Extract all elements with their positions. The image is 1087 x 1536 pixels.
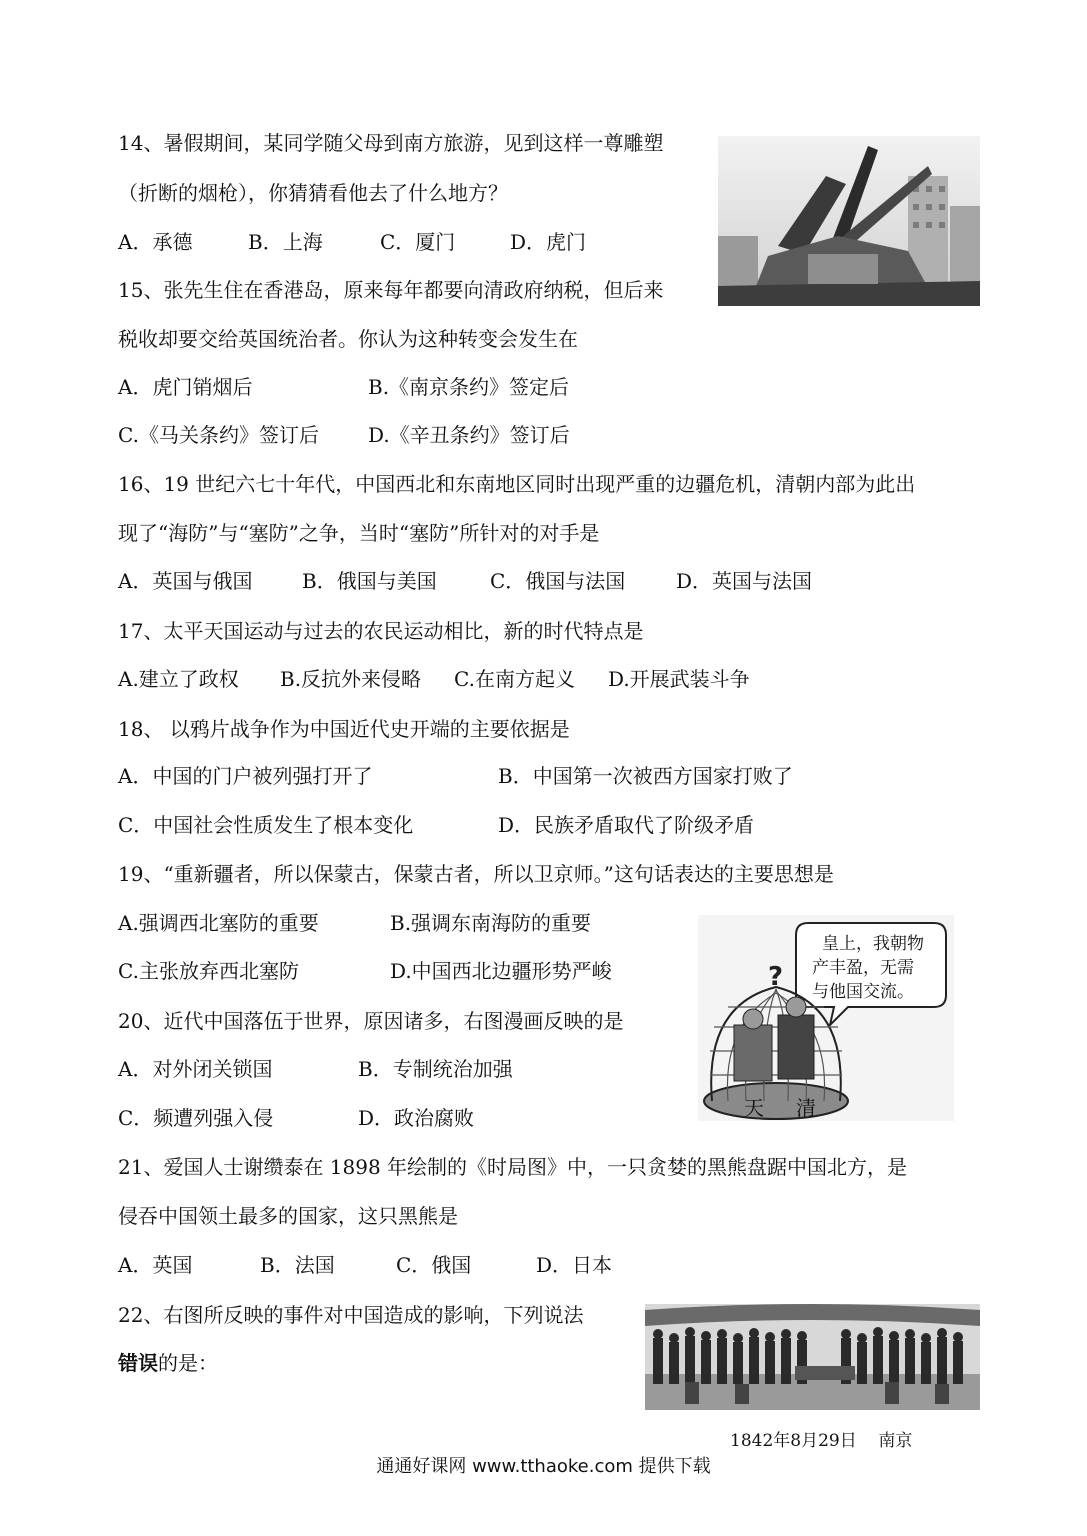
q19-options-row1 [118, 910, 678, 936]
q20-options-row1 [118, 1056, 678, 1082]
q17-option-b: B.反抗外来侵略 [280, 667, 422, 691]
q14-line1: 14、暑假期间，某同学随父母到南方旅游，见到这样一尊雕塑 [118, 131, 664, 155]
q21-line2: 侵吞中国领土最多的国家，这只黑熊是 [118, 1204, 458, 1228]
q20-option-b: B．专制统治加强 [358, 1057, 513, 1081]
treaty-signing-photo [645, 1304, 980, 1410]
q18-options-row2 [118, 812, 878, 838]
q15-line1: 15、张先生住在香港岛，原来每年都要向清政府纳税，但后来 [118, 278, 664, 302]
q17-option-d: D.开展武装斗争 [608, 667, 750, 691]
broken-opium-pipe-sculpture-photo [718, 136, 980, 306]
q19-line1: 19、“重新疆者，所以保蒙古，保蒙古者，所以卫京师。”这句话表达的主要思想是 [118, 862, 834, 886]
q17-option-a: A.建立了政权 [118, 667, 239, 691]
q19-option-a: A.强调西北塞防的重要 [118, 911, 319, 935]
photo-caption: 1842年8月29日 南京 [730, 1431, 913, 1451]
q19-options-row2 [118, 958, 678, 984]
q21-option-d: D．日本 [536, 1253, 613, 1277]
footer-credit: 通通好课网 www.tthaoke.com 提供下载 [376, 1456, 711, 1477]
q19-option-c: C.主张放弃西北塞防 [118, 959, 299, 983]
q20-option-c: C．频遭列强入侵 [118, 1106, 274, 1130]
q17-options [118, 666, 818, 692]
cartoon-base-char-qing: 清 [796, 1096, 816, 1120]
q21-option-c: C．俄国 [396, 1253, 472, 1277]
q14-line2: （折断的烟枪），你猜猜看他去了什么地方？ [118, 181, 508, 205]
q20-option-d: D．政治腐败 [358, 1106, 475, 1130]
question-mark: ? [768, 962, 784, 992]
q15-option-c: C.《马关条约》签订后 [118, 423, 319, 447]
q14-options [118, 229, 698, 255]
q16-option-d: D．英国与法国 [676, 569, 813, 593]
bubble-text-1: 皇上，我朝物 [822, 934, 924, 954]
q20-options-row2 [118, 1105, 678, 1131]
bubble-text-3: 与他国交流。 [812, 982, 914, 1002]
q18-option-b: B．中国第一次被西方国家打败了 [498, 764, 793, 788]
q18-option-c: C．中国社会性质发生了根本变化 [118, 813, 414, 837]
q20-line1: 20、近代中国落伍于世界，原因诸多，右图漫画反映的是 [118, 1009, 624, 1033]
q16-option-b: B．俄国与美国 [302, 569, 437, 593]
q14-option-a: A．承德 [118, 230, 193, 254]
cartoon-base-char-tian: 天 [744, 1096, 764, 1120]
q14-option-b: B．上海 [248, 230, 323, 254]
q22-line2-rest: 的是： [158, 1351, 218, 1375]
q16-options [118, 568, 878, 594]
q16-line1: 16、19 世纪六七十年代，中国西北和东南地区同时出现严重的边疆危机，清朝内部为此出 [118, 472, 916, 496]
q14-option-d: D．虎门 [510, 230, 587, 254]
q21-option-a: A．英国 [118, 1253, 193, 1277]
q15-line2: 税收却要交给英国统治者。你认为这种转变会发生在 [118, 327, 578, 351]
q21-line1: 21、爱国人士谢缵泰在 1898 年绘制的《时局图》中，一只贪婪的黑熊盘踞中国北方，是 [118, 1155, 908, 1179]
closed-door-policy-cartoon [698, 915, 954, 1121]
q22-line1: 22、右图所反映的事件对中国造成的影响，下列说法 [118, 1303, 584, 1327]
q18-option-d: D．民族矛盾取代了阶级矛盾 [498, 813, 755, 837]
q21-options [118, 1252, 678, 1278]
q22-keyword-wrong: 错误 [118, 1351, 158, 1375]
q16-line2: 现了“海防”与“塞防”之争，当时“塞防”所针对的对手是 [118, 521, 600, 545]
q16-option-c: C．俄国与法国 [490, 569, 626, 593]
q22-line2 [118, 1350, 218, 1376]
q15-option-a: A．虎门销烟后 [118, 375, 253, 399]
q20-option-a: A．对外闭关锁国 [118, 1057, 273, 1081]
q18-line1: 18、 以鸦片战争作为中国近代史开端的主要依据是 [118, 717, 570, 741]
bubble-text-2: 产丰盈，无需 [812, 958, 914, 978]
q14-option-c: C．厦门 [380, 230, 456, 254]
q19-option-d: D.中国西北边疆形势严峻 [390, 959, 612, 983]
q15-option-b: B.《南京条约》签定后 [368, 375, 570, 399]
q19-option-b: B.强调东南海防的重要 [390, 911, 592, 935]
q18-option-a: A．中国的门户被列强打开了 [118, 764, 373, 788]
q17-line1: 17、太平天国运动与过去的农民运动相比，新的时代特点是 [118, 619, 644, 643]
q15-options-row1 [118, 374, 718, 400]
q15-option-d: D.《辛丑条约》签订后 [368, 423, 570, 447]
q17-option-c: C.在南方起义 [454, 667, 575, 691]
q18-options-row1 [118, 763, 878, 789]
q21-option-b: B．法国 [260, 1253, 335, 1277]
q16-option-a: A．英国与俄国 [118, 569, 253, 593]
q15-options-row2 [118, 422, 718, 448]
